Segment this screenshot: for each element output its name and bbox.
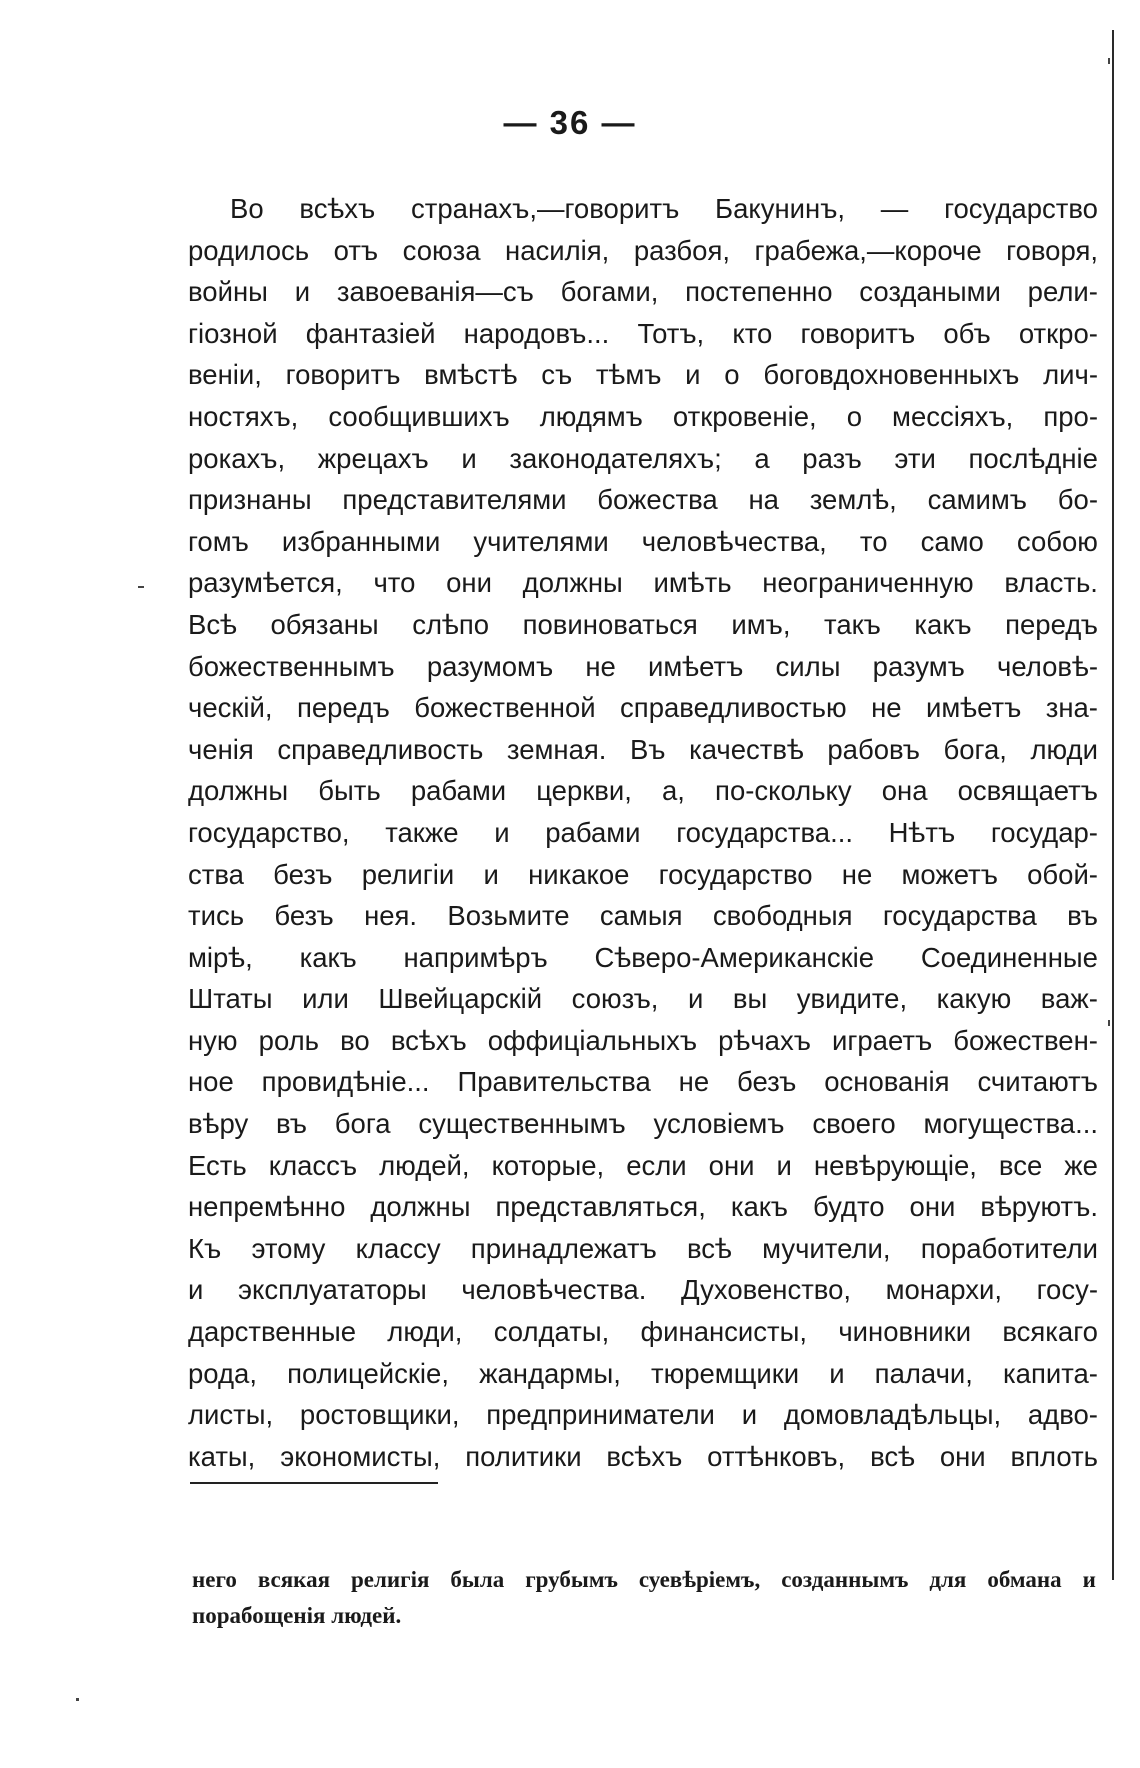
right-margin-rule <box>1112 30 1114 1580</box>
text-line: Во всѣхъ странахъ,—говоритъ Бакунинъ, — государство <box>230 193 1098 224</box>
text-line: божественнымъ разумомъ не имѣетъ силы разумъ человѣ- <box>188 650 1098 682</box>
footnote-separator <box>190 1482 438 1484</box>
text-line: войны и завоеванія—съ богами, постепенно создаными рели- <box>188 276 1098 308</box>
text-line: веніи, говоритъ вмѣстѣ съ тѣмъ и о боговдохновенныхъ лич- <box>188 359 1098 391</box>
print-speck <box>138 586 144 588</box>
text-line: родилось отъ союза насилія, разбоя, грабежа,—короче говоря, <box>188 234 1098 266</box>
text-line: рода, полицейскіе, жандармы, тюремщики и палачи, капита- <box>188 1357 1098 1389</box>
text-line: гіозной фантазіей народовъ... Тотъ, кто говоритъ объ откро- <box>188 317 1098 349</box>
text-line: ченія справедливость земная. Въ качествѣ рабовъ бога, люди <box>188 733 1098 765</box>
footnote-line: него всякая религія была грубымъ суевѣріемъ, созданнымъ для обмана и <box>192 1567 1096 1592</box>
text-line: ностяхъ, сообщившихъ людямъ откровеніе, о мессіяхъ, про- <box>188 400 1098 432</box>
text-line: государство, также и рабами государства... Нѣтъ государ- <box>188 816 1098 848</box>
text-line: рокахъ, жрецахъ и законодателяхъ; а разъ эти послѣдніе <box>188 442 1098 474</box>
text-line: Штаты или Швейцарскій союзъ, и вы увидите, какую важ- <box>188 983 1098 1015</box>
text-line: ства безъ религіи и никакое государство не можетъ обой- <box>188 858 1098 890</box>
text-line: Есть классъ людей, которые, если они и невѣрующіе, все же <box>188 1149 1098 1181</box>
text-line: гомъ избранными учителями человѣчества, то само собою <box>188 525 1098 557</box>
text-line: разумѣется, что они должны имѣть неограниченную власть. <box>188 567 1098 599</box>
print-speck <box>1108 1020 1110 1026</box>
text-line: и эксплуататоры человѣчества. Духовенство, монархи, госу- <box>188 1274 1098 1306</box>
footnote <box>192 1562 1096 1634</box>
print-speck <box>76 1698 79 1701</box>
print-speck <box>1108 58 1110 64</box>
text-line: ческій, передъ божественной справедливостью не имѣетъ зна- <box>188 692 1098 724</box>
text-line: тись безъ нея. Возьмите самыя свободныя государства въ <box>188 900 1098 932</box>
text-line: признаны представителями божества на землѣ, самимъ бо- <box>188 484 1098 516</box>
text-line: Всѣ обязаны слѣпо повиноваться имъ, такъ какъ передъ <box>188 608 1098 640</box>
text-line: каты, экономисты, политики всѣхъ оттѣнковъ, всѣ они вплоть <box>188 1440 1098 1472</box>
text-line: дарственные люди, солдаты, финансисты, чиновники всякаго <box>188 1316 1098 1348</box>
text-line: мірѣ, какъ напримѣръ Сѣверо-Американскіе Соединенные <box>188 941 1098 973</box>
footnote-line: порабощенія людей. <box>192 1603 402 1628</box>
text-line: вѣру въ бога существеннымъ условіемъ своего могущества... <box>188 1108 1098 1140</box>
text-line: листы, ростовщики, предприниматели и домовладѣльцы, адво- <box>188 1399 1098 1431</box>
text-line: должны быть рабами церкви, а, по-скольку она освящаетъ <box>188 775 1098 807</box>
page-number: — 36 — <box>503 104 637 141</box>
main-text <box>188 188 1098 1477</box>
text-line: ное провидѣніе... Правительства не безъ основанія считаютъ <box>188 1066 1098 1098</box>
text-line: Къ этому классу принадлежатъ всѣ мучители, поработители <box>188 1232 1098 1264</box>
text-line: непремѣнно должны представляться, какъ будто они вѣруютъ. <box>188 1191 1098 1223</box>
text-line: ную роль во всѣхъ оффиціальныхъ рѣчахъ играетъ божествен- <box>188 1024 1098 1056</box>
